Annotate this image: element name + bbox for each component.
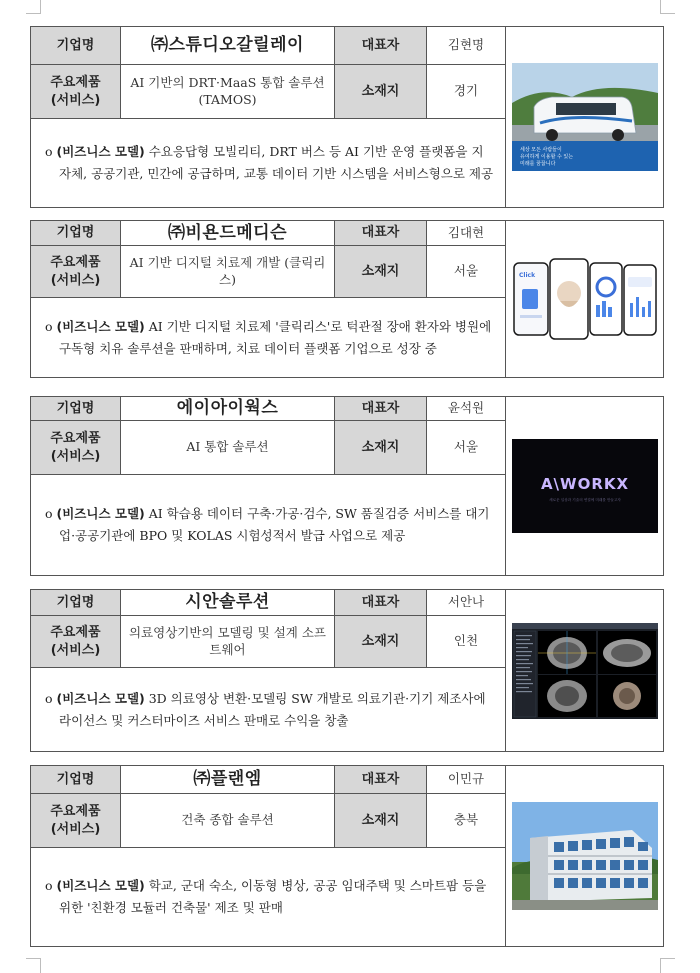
business-model-tag: (비즈니스 모델) (56, 318, 145, 334)
van-caption-2: 유여하게 이용할 수 있는 (519, 154, 573, 160)
product-photo-cell (505, 27, 663, 207)
modular-building-photo (512, 802, 658, 910)
business-model (31, 298, 505, 377)
business-model-tag: (비즈니스 모델) (56, 144, 145, 159)
location-label: 소재지 (335, 794, 427, 848)
product-photo-cell (505, 221, 663, 377)
product-label (31, 246, 121, 298)
location-value: 경기 (427, 65, 505, 119)
business-model (31, 668, 505, 751)
van-caption-1: 세상 모든 사람들이 (519, 147, 562, 153)
business-model (31, 475, 505, 575)
ceo-name: 김대현 (427, 221, 505, 246)
product-label (31, 794, 121, 848)
crop-mark-bottom-right (660, 958, 675, 973)
ceo-label: 대표자 (335, 397, 427, 421)
company-name-label: 기업명 (31, 27, 121, 65)
company-name-label: 기업명 (31, 397, 121, 421)
app-name: Click (518, 272, 535, 279)
business-model-tag: (비즈니스 모델) (56, 506, 145, 521)
company-name-label: 기업명 (31, 766, 121, 794)
product-label-line2: (서비스) (50, 448, 101, 464)
app-screens-photo (512, 257, 658, 341)
product-photo-cell (505, 397, 663, 575)
business-model-text: AI 기반 디지털 치료제 '클릭리스'로 턱관절 장애 환자와 병원에 구독형 치유 솔루션을 판매하며, 치료 데이터 플랫폼 기업으로 성장 중 (59, 318, 492, 356)
product-value: 건축 종합 솔루션 (121, 794, 335, 848)
ceo-name: 김현명 (427, 27, 505, 65)
location-value: 충북 (427, 794, 505, 848)
bullet: o (45, 690, 53, 706)
location-label: 소재지 (335, 616, 427, 668)
product-label-line2: (서비스) (50, 92, 101, 108)
bullet: o (45, 506, 53, 521)
business-model-tag: (비즈니스 모델) (56, 690, 145, 706)
company-logo-text: A\WORKX (540, 475, 629, 493)
product-label (31, 616, 121, 668)
company-name: 시안솔루션 (121, 590, 335, 616)
company-card (30, 220, 664, 378)
business-model-text: 수요응답형 모빌리티, DRT 버스 등 AI 기반 운영 플랫폼을 지자체, 공공기관, 민간에 공급하며, 교통 데이터 기반 시스템을 서비스형으로 제공 (59, 144, 494, 181)
product-label-line2: (서비스) (50, 821, 101, 837)
van-photo (512, 63, 658, 171)
product-label (31, 421, 121, 475)
company-card (30, 589, 664, 752)
bullet: o (45, 318, 53, 334)
medical-software-screenshot (512, 623, 658, 719)
company-name: ㈜플랜엠 (121, 766, 335, 794)
location-label: 소재지 (335, 65, 427, 119)
business-model (31, 119, 505, 207)
product-label-line2: (서비스) (50, 272, 101, 288)
location-label: 소재지 (335, 421, 427, 475)
product-label-line1: 주요제품 (50, 803, 101, 819)
business-model-tag: (비즈니스 모델) (56, 878, 145, 893)
crop-mark-bottom-left (26, 958, 41, 973)
ceo-name: 윤석원 (427, 397, 505, 421)
product-label-line1: 주요제품 (50, 74, 101, 90)
business-model-text: 3D 의료영상 변환·모델링 SW 개발로 의료기관·기기 제조사에 라이선스 및 커스터마이즈 서비스 판매로 수익을 창출 (59, 690, 486, 728)
product-value: AI 기반 디지털 치료제 개발 (클릭리스) (121, 246, 335, 298)
van-caption-3: 미래를 꿈꿉니다 (519, 161, 555, 167)
product-value: AI 기반의 DRT·MaaS 통합 솔루션 (TAMOS) (121, 65, 335, 119)
business-model-text: 학교, 군대 숙소, 이동형 병상, 공공 임대주택 및 스마트팜 등을 위한 '친환경 모듈러 건축물' 제조 및 판매 (59, 878, 487, 915)
product-value: 의료영상기반의 모델링 및 설계 소프트웨어 (121, 616, 335, 668)
product-label-line1: 주요제품 (50, 624, 101, 640)
ceo-label: 대표자 (335, 766, 427, 794)
product-label-line1: 주요제품 (50, 430, 101, 446)
crop-mark-top-right (660, 0, 675, 14)
company-logo-subtext: 새로운 일상과 기술의 연결에 미래를 만들고자 (548, 498, 621, 502)
product-label (31, 65, 121, 119)
company-name: ㈜비욘드메디슨 (121, 221, 335, 246)
company-name: ㈜스튜디오갈릴레이 (121, 27, 335, 65)
company-card (30, 26, 664, 208)
location-value: 인천 (427, 616, 505, 668)
location-label: 소재지 (335, 246, 427, 298)
company-name: 에이아이웍스 (121, 397, 335, 421)
product-photo-cell (505, 766, 663, 946)
crop-mark-top-left (26, 0, 41, 14)
ceo-label: 대표자 (335, 27, 427, 65)
company-logo-image (512, 439, 658, 533)
location-value: 서울 (427, 246, 505, 298)
ceo-name: 이민규 (427, 766, 505, 794)
business-model-text: AI 학습용 데이터 구축·가공·검수, SW 품질검증 서비스를 대기업·공공기관에 BPO 및 KOLAS 시험성적서 발급 사업으로 제공 (59, 506, 490, 543)
location-value: 서울 (427, 421, 505, 475)
company-name-label: 기업명 (31, 221, 121, 246)
ceo-name: 서안나 (427, 590, 505, 616)
ceo-label: 대표자 (335, 221, 427, 246)
bullet: o (45, 144, 53, 159)
ceo-label: 대표자 (335, 590, 427, 616)
business-model (31, 848, 505, 946)
product-label-line2: (서비스) (50, 642, 101, 658)
company-card (30, 396, 664, 576)
product-photo-cell (505, 590, 663, 751)
product-value: AI 통합 솔루션 (121, 421, 335, 475)
company-card (30, 765, 664, 947)
company-name-label: 기업명 (31, 590, 121, 616)
bullet: o (45, 878, 53, 893)
product-label-line1: 주요제품 (50, 254, 101, 270)
